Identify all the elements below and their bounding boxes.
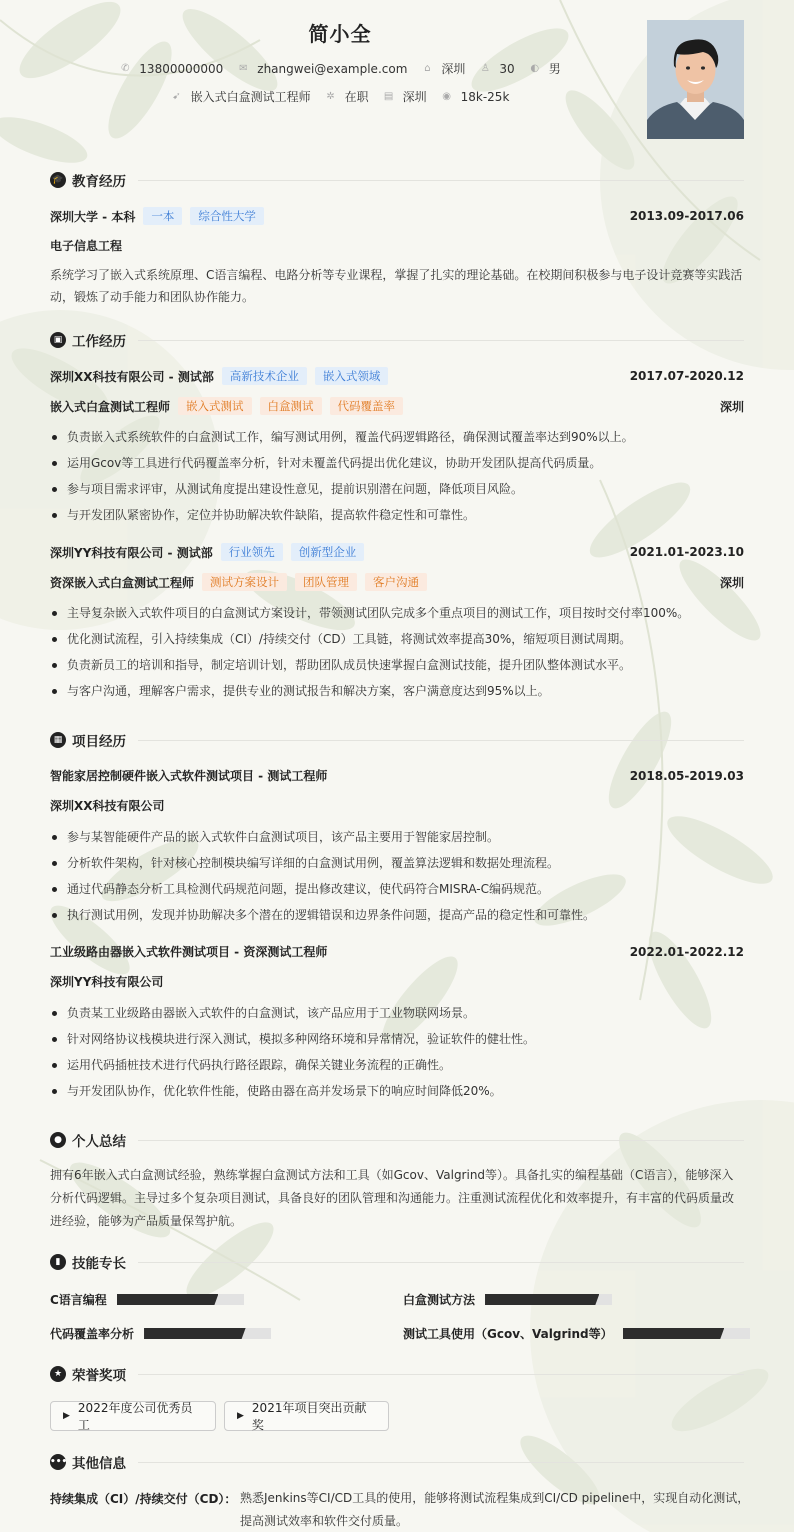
education-major-row — [50, 237, 744, 254]
skill-name: 代码覆盖率分析 — [50, 1327, 135, 1341]
divider — [138, 1262, 744, 1263]
project-date: 2022.01-2022.12 — [629, 944, 744, 959]
phone-icon: ✆ — [121, 63, 130, 74]
status-icon: ✲ — [326, 91, 335, 102]
email-item — [237, 62, 407, 76]
user-icon: ● — [50, 1132, 66, 1148]
age-value: 30 — [499, 61, 515, 76]
city-item — [421, 60, 465, 77]
salary-value: 18k-25k — [460, 89, 510, 104]
grid-icon: ▦ — [50, 732, 66, 748]
role-title: 嵌入式白盒测试工程师 — [50, 399, 171, 414]
age-item — [479, 62, 514, 76]
gender-item — [529, 60, 561, 77]
list-item: 执行测试用例，发现并协助解决多个潜在的逻辑错误和边界条件问题，提高产品的稳定性和可靠性。 — [50, 902, 744, 928]
work-date: 2017.07-2020.12 — [629, 369, 744, 383]
play-icon: ▶ — [63, 1411, 70, 1421]
gender-icon: ◐ — [530, 63, 540, 74]
candidate-name: 简小全 — [308, 22, 372, 46]
list-item: 参与某智能硬件产品的嵌入式软件白盒测试项目，该产品主要用于智能家居控制。 — [50, 824, 744, 850]
skills-section-title: ▮ 技能专长 — [50, 1252, 126, 1272]
work-bullets — [50, 600, 744, 704]
company-tag: 创新型企业 — [291, 543, 365, 561]
project-company: 深圳XX科技有限公司 — [50, 799, 165, 813]
role-tag: 代码覆盖率 — [330, 397, 404, 415]
list-item: 与开发团队协作，优化软件性能，使路由器在高并发场景下的响应时间降低20%。 — [50, 1078, 744, 1104]
skill-bar — [485, 1294, 612, 1305]
education-section-title: 🎓 教育经历 — [50, 170, 126, 190]
list-item: 运用代码插桩技术进行代码执行路径跟踪，确保关键业务流程的正确性。 — [50, 1052, 744, 1078]
work-bullets — [50, 424, 744, 528]
school-tag: 综合性大学 — [190, 207, 264, 225]
company-name: 深圳YY科技有限公司 - 测试部 — [50, 545, 213, 560]
major: 电子信息工程 — [50, 239, 123, 253]
gender-value: 男 — [548, 62, 561, 76]
work-city: 深圳 — [719, 575, 744, 590]
skill-item — [50, 1291, 244, 1308]
divider — [138, 1140, 744, 1141]
school-tag: 一本 — [143, 207, 182, 225]
divider — [138, 740, 744, 741]
job-intent-row — [0, 88, 680, 105]
briefcase-icon: ▣ — [50, 332, 66, 348]
skill-bar — [144, 1328, 271, 1339]
phone-item — [119, 62, 223, 76]
list-item: 与开发团队紧密协作，定位并协助解决软件缺陷，提高软件稳定性和可靠性。 — [50, 502, 744, 528]
other-section-title: ••• 其他信息 — [50, 1456, 126, 1472]
summary-section-title: ● 个人总结 — [50, 1130, 126, 1150]
graduation-cap-icon: 🎓 — [50, 172, 66, 188]
project-bullets — [50, 1000, 744, 1104]
company-tag: 高新技术企业 — [222, 367, 307, 385]
role-tag: 团队管理 — [295, 573, 357, 591]
list-item: 负责嵌入式系统软件的白盒测试工作，编写测试用例，覆盖代码逻辑路径，确保测试覆盖率达到90%以上。 — [50, 424, 744, 450]
list-item: 分析软件架构，针对核心控制模块编写详细的白盒测试用例，覆盖算法逻辑和数据处理流程。 — [50, 850, 744, 876]
position-icon: ➹ — [172, 91, 181, 102]
city-icon: ▤ — [383, 91, 394, 102]
skill-item — [403, 1325, 750, 1342]
project-title: 智能家居控制硬件嵌入式软件测试项目 - 测试工程师 — [50, 769, 328, 783]
salary-icon: ◉ — [442, 91, 451, 102]
project-bullets — [50, 824, 744, 928]
other-info-label: 持续集成（CI）/持续交付（CD）： — [50, 1492, 237, 1506]
list-item: 通过代码静态分析工具检测代码规范问题，提出修改建议，使代码符合MISRA-C编码规范。 — [50, 876, 744, 902]
list-item: 主导复杂嵌入式软件项目的白盒测试方案设计，带领测试团队完成多个重点项目的测试工作，项目按时交付率100%。 — [50, 600, 744, 626]
skill-name: 测试工具使用（Gcov、Valgrind等） — [403, 1327, 613, 1341]
education-school-row — [50, 207, 744, 225]
list-item: 针对网络协议栈模块进行深入测试，模拟多种网络环境和异常情况，验证软件的健壮性。 — [50, 1026, 744, 1052]
company-name: 深圳XX科技有限公司 - 测试部 — [50, 369, 214, 384]
project-company-row — [50, 973, 744, 990]
award-badge: ▶ 2022年度公司优秀员工 — [50, 1401, 216, 1431]
list-item: 参与项目需求评审，从测试角度提出建设性意见，提前识别潜在问题，降低项目风险。 — [50, 476, 744, 502]
education-description: 系统学习了嵌入式系统原理、C语言编程、电路分析等专业课程，掌握了扎实的理论基础。在校期间积极参与电子设计竞赛等实践活动，锻炼了动手能力和团队协作能力。 — [50, 268, 743, 304]
work-date: 2021.01-2023.10 — [629, 545, 744, 559]
divider — [138, 1374, 744, 1375]
list-item: 负责某工业级路由器嵌入式软件的白盒测试，该产品应用于工业物联网场景。 — [50, 1000, 744, 1026]
status-item — [325, 88, 369, 105]
chart-icon: ▮ — [50, 1254, 66, 1270]
project-date: 2018.05-2019.03 — [629, 768, 744, 783]
contact-row — [0, 60, 680, 77]
divider — [138, 340, 744, 341]
work-role-row — [50, 573, 744, 591]
skill-bar-fill — [117, 1294, 219, 1305]
role-tag: 客户沟通 — [365, 573, 427, 591]
skill-bar-fill — [485, 1294, 599, 1305]
role-tag: 嵌入式测试 — [178, 397, 252, 415]
list-item: 运用Gcov等工具进行代码覆盖率分析，针对未覆盖代码提出优化建议，协助开发团队提高代码质量。 — [50, 450, 744, 476]
location-icon: ⌂ — [424, 63, 431, 74]
skill-item — [50, 1325, 271, 1342]
play-icon: ▶ — [237, 1411, 244, 1421]
company-tag: 行业领先 — [221, 543, 283, 561]
summary-text: 拥有6年嵌入式白盒测试经验，熟练掌握白盒测试方法和工具（如Gcov、Valgrind等）。具备扎实的编程基础（C语言），能够深入分析代码逻辑。主导过多个复杂项目测试，具备良好的团队管理和沟通能力。注重测试流程优化和效率提升，有丰富的代码质量改进经验，能够为产品质量保驾护航。 — [50, 1168, 735, 1228]
awards-section-title: ★ 荣誉奖项 — [50, 1364, 126, 1384]
status-value: 在职 — [344, 90, 369, 104]
list-item: 优化测试流程，引入持续集成（CI）/持续交付（CD）工具链，将测试效率提高30%，缩短项目测试周期。 — [50, 626, 744, 652]
work-company-row — [50, 543, 744, 561]
company-tag: 嵌入式领域 — [315, 367, 389, 385]
project-title-row — [50, 943, 744, 960]
other-info-text: 熟悉Jenkins等CI/CD工具的使用，能够将测试流程集成到CI/CD pipeline中，实现自动化测试，提高测试效率和软件交付质量。 — [240, 1491, 750, 1528]
award-badge: ▶ 2021年项目突出贡献奖 — [224, 1401, 389, 1431]
work-city: 深圳 — [719, 399, 744, 414]
skill-bar-fill — [623, 1328, 725, 1339]
work-role-row — [50, 397, 744, 415]
project-company-row — [50, 797, 744, 814]
list-item: 负责新员工的培训和指导，制定培训计划，帮助团队成员快速掌握白盒测试技能，提升团队整体测试水平。 — [50, 652, 744, 678]
education-date: 2013.09-2017.06 — [629, 209, 744, 223]
school-name: 深圳大学 - 本科 — [50, 209, 136, 224]
medal-icon: ★ — [50, 1366, 66, 1382]
city-value: 深圳 — [441, 62, 466, 76]
phone-value: 13800000000 — [139, 61, 224, 76]
position-value: 嵌入式白盒测试工程师 — [190, 90, 311, 104]
project-title-row — [50, 767, 744, 784]
target-city-item — [383, 88, 427, 105]
role-title: 资深嵌入式白盒测试工程师 — [50, 575, 195, 590]
skill-bar-fill — [144, 1328, 246, 1339]
target-city-value: 深圳 — [402, 90, 427, 104]
skill-bar — [117, 1294, 244, 1305]
project-company: 深圳YY科技有限公司 — [50, 975, 164, 989]
age-icon: ♙ — [480, 63, 490, 74]
mail-icon: ✉ — [239, 63, 248, 74]
project-title: 工业级路由器嵌入式软件测试项目 - 资深测试工程师 — [50, 945, 328, 959]
position-item — [171, 88, 311, 105]
salary-item — [441, 90, 510, 104]
work-company-row — [50, 367, 744, 385]
skill-name: C语言编程 — [50, 1293, 107, 1307]
divider — [138, 1462, 744, 1463]
email-value: zhangwei@example.com — [257, 61, 408, 76]
info-icon: ••• — [50, 1454, 66, 1470]
skill-name: 白盒测试方法 — [403, 1293, 476, 1307]
skill-item — [403, 1291, 612, 1308]
role-tag: 测试方案设计 — [202, 573, 287, 591]
projects-section-title: ▦ 项目经历 — [50, 730, 126, 750]
list-item: 与客户沟通，理解客户需求，提供专业的测试报告和解决方案，客户满意度达到95%以上。 — [50, 678, 744, 704]
divider — [138, 180, 744, 181]
role-tag: 白盒测试 — [260, 397, 322, 415]
avatar — [647, 20, 744, 139]
work-section-title: ▣ 工作经历 — [50, 330, 126, 350]
skill-bar — [623, 1328, 750, 1339]
